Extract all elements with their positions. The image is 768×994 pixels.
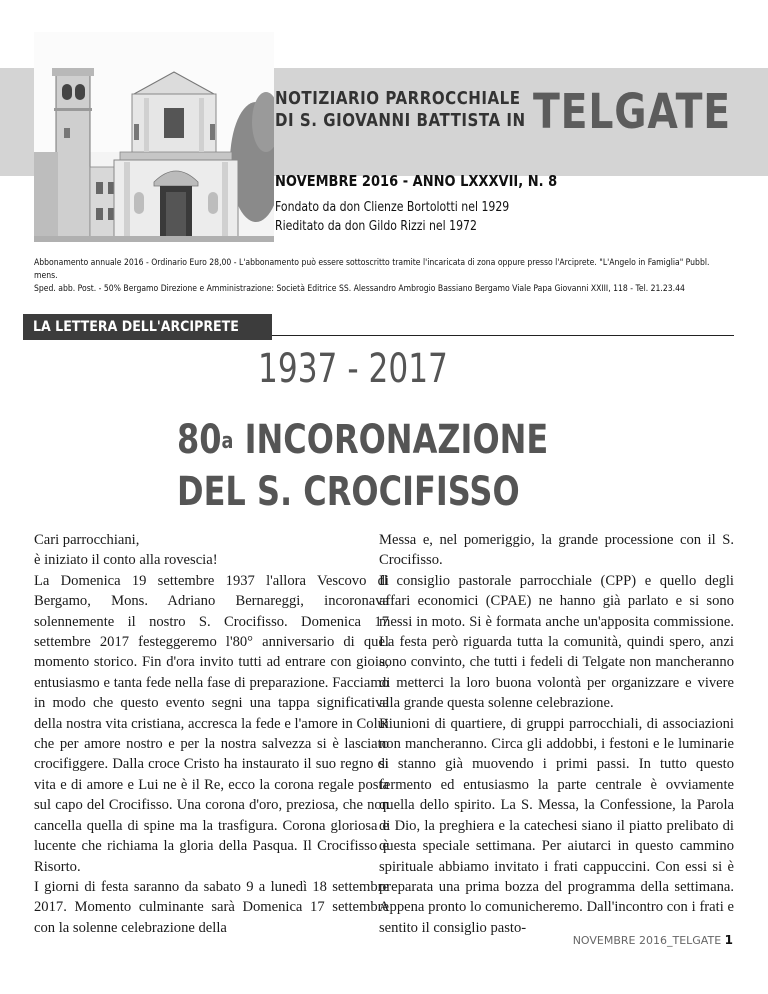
paragraph: La Domenica 19 settembre 1937 l'allora Vescovo di Bergamo, Mons. Adriano Bernareggi, incoronava solennemente il nostro S. Crocifisso. Domenica 17 settembre 2017 festeggeremo l'80° anniversario di quel momento storico. Fin d'ora invito tutti ad entrare con gioia, entusiasmo e tanta fede nella fase di preparazione. Facciamo in modo che questo evento segni una tappa significativa della nostra vita cristiana, accresca la fede e l'amore in Colui che per amore nostro e per la nostra salvezza si è lasciato crocifiggere. Dalla croce Cristo ha instaurato il suo regno di vita e di amore e Lui ne è il Re, ecco la corona regale posta sul capo del Crocifisso. Una corona d'oro, preziosa, che non cancella quella di spine ma la trasfigura. Corona gloriosa e lucente che richiama la gloria della Pasqua. Il Crocifisso è Risorto. bbox=[34, 572, 389, 875]
page-number: 1 bbox=[724, 933, 733, 947]
subscription-line-2: Sped. abb. Post. - 50% Bergamo Direzione e Amministrazione: Società Editrice SS. Alessandro Ambrogio Bassiano Bergamo Viale Papa Giovanni XXIII, 118 - Tel. 21.23.44 bbox=[34, 284, 685, 294]
founded-info bbox=[275, 198, 509, 236]
title-telgate: TELGATE bbox=[533, 84, 732, 140]
subscription-line-1: Abbonamento annuale 2016 - Ordinario Euro 28,00 - L'abbonamento può essere sottoscritto tramite l'incaricata di zona oppure presso l'Arciprete. "L'Angelo in Famiglia" Pubbl. mens. bbox=[34, 258, 710, 281]
anniversary-years: 1937 - 2017 bbox=[258, 346, 448, 392]
section-rubric: LA LETTERA DELL'ARCIPRETE bbox=[23, 314, 272, 340]
headline-line-1: 80$^a$ INCORONAZIONE bbox=[177, 417, 549, 463]
paragraph: Riunioni di quartiere, di gruppi parrocchiali, di associazioni non mancheranno. Circa gli addobbi, i festoni e le luminarie si stanno già muovendo i primi passi. In tutto questo fermento ed entusiasmo la parte centrale è ovviamente quella dello spirito. La S. Messa, la Confessione, la Parola di Dio, la preghiera e la catechesi siano il piatto prelibato di questa speciale settimana. Per aiutarci in questo cammino spirituale abbiamo invitato i frati cappuccini. Con essi si è preparata una prima bozza del programma della settimana. Appena pronto lo comunicheremo. Dall'incontro con i frati e sentito il consiglio pasto- bbox=[379, 715, 734, 936]
church-image bbox=[34, 32, 274, 242]
paragraph: Messa e, nel pomeriggio, la grande processione con il S. Crocifisso. bbox=[379, 532, 734, 569]
article-headline bbox=[177, 414, 548, 518]
page-footer bbox=[573, 933, 733, 947]
title-line-1: NOTIZIARIO PARROCCHIALE bbox=[275, 89, 521, 109]
paragraph: Il consiglio pastorale parrocchiale (CPP) e quello degli affari economici (CPAE) ne hanno già parlato e si sono messi in moto. Si è formata anche un'apposita commissione. La festa però riguarda tutta la comunità, quindi spero, anzi sono convinto, che tutti i fedeli di Telgate non mancheranno di metterci la loro buona volontà per organizzare e vivere alla grande questa solenne celebrazione. bbox=[379, 572, 734, 712]
title-line-2: DI S. GIOVANNI BATTISTA IN bbox=[275, 111, 526, 131]
church-photo bbox=[34, 32, 274, 242]
paragraph: Cari parrocchiani, bbox=[34, 532, 140, 548]
paragraph: è iniziato il conto alla rovescia! bbox=[34, 552, 218, 569]
founded-line-2: Rieditato da don Gildo Rizzi nel 1972 bbox=[275, 219, 477, 234]
masthead-title bbox=[275, 88, 566, 132]
article-column-right bbox=[379, 530, 734, 938]
founded-line-1: Fondato da don Clienze Bortolotti nel 1929 bbox=[275, 200, 510, 215]
subscription-info bbox=[34, 257, 731, 296]
footer-label: NOVEMBRE 2016_TELGATE bbox=[572, 934, 722, 947]
issue-info: NOVEMBRE 2016 - ANNO LXXXVII, N. 8 bbox=[275, 172, 558, 190]
article-column-left bbox=[34, 530, 389, 938]
headline-line-2: DEL S. CROCIFISSO bbox=[177, 469, 520, 515]
paragraph: I giorni di festa saranno da sabato 9 a lunedì 18 settembre 2017. Momento culminante sarà Domenica 17 settembre con la solenne celebrazione della bbox=[34, 878, 389, 936]
